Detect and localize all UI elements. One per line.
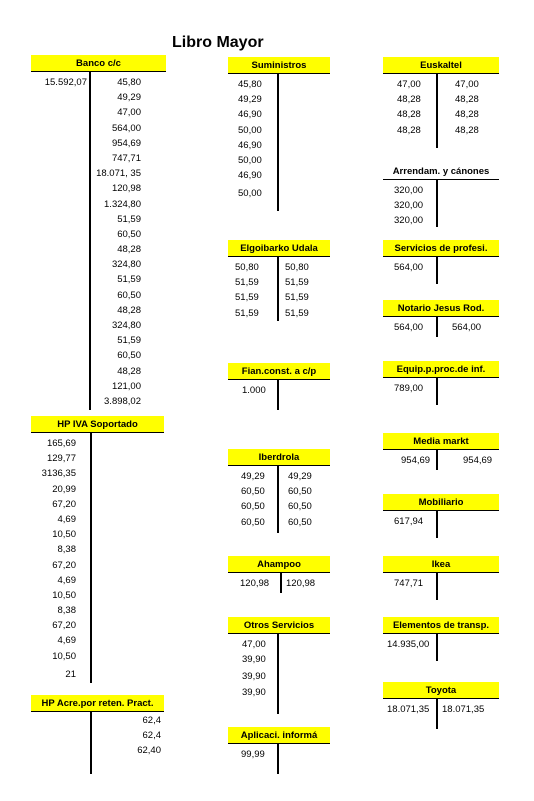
debit-entry: 4,69 <box>57 513 76 525</box>
credit-entry: 60,50 <box>117 228 141 240</box>
t-divider <box>436 699 438 729</box>
debit-entry: 320,00 <box>394 185 424 196</box>
credit-entry: 60,50 <box>288 501 312 513</box>
debit-entry: 51,59 <box>235 307 259 319</box>
credit-entry: 48,28 <box>455 109 479 121</box>
credit-entry: 45,80 <box>117 77 141 88</box>
credit-entry: 564,00 <box>452 322 482 333</box>
credit-entry: 954,69 <box>111 137 141 149</box>
t-account-otros-servicios <box>228 617 330 715</box>
t-divider <box>277 634 279 714</box>
account-header: Servicios de profesi. <box>383 240 499 257</box>
account-header: Fian.const. a c/p <box>228 363 330 380</box>
debit-entry: 60,50 <box>241 486 265 498</box>
credit-entry: 954,69 <box>463 455 493 466</box>
page-title: Libro Mayor <box>172 34 264 51</box>
credit-entry: 1.324,80 <box>104 198 141 210</box>
credit-entry: 62,4 <box>142 715 161 726</box>
credit-entry: 18.071,35 <box>442 704 485 715</box>
debit-entry: 51,59 <box>235 277 259 289</box>
t-account-iberdrola <box>228 449 330 534</box>
credit-entry: 60,50 <box>288 486 312 498</box>
t-divider <box>436 74 438 148</box>
debit-entry: 48,28 <box>397 124 421 136</box>
debit-entry: 617,94 <box>394 516 424 527</box>
debit-entry: 99,99 <box>241 749 265 760</box>
debit-entry: 67,20 <box>52 620 76 632</box>
t-account-elgoibarko-udala <box>228 240 330 322</box>
t-divider <box>280 573 282 593</box>
account-header: Toyota <box>383 682 499 699</box>
debit-entry: 48,28 <box>397 94 421 106</box>
debit-entry: 564,00 <box>394 262 424 273</box>
credit-entry: 48,28 <box>117 244 141 256</box>
t-account-hp-iva-soportado <box>31 416 164 684</box>
credit-entry: 47,00 <box>117 107 141 119</box>
t-account-equip-proc <box>383 361 499 406</box>
debit-entry: 14.935,00 <box>387 639 430 650</box>
debit-entry: 165,69 <box>46 438 76 449</box>
debit-entry: 46,90 <box>238 139 262 151</box>
debit-entry: 18.071,35 <box>387 704 430 715</box>
debit-entry: 45,80 <box>238 79 262 90</box>
account-header: Euskaltel <box>383 57 499 74</box>
debit-entry: 67,20 <box>52 498 76 510</box>
t-divider <box>277 257 279 321</box>
t-divider <box>436 180 438 227</box>
t-account-arrendam <box>383 163 499 228</box>
debit-entry: 50,00 <box>238 124 262 136</box>
debit-entry: 1.000 <box>242 385 266 396</box>
account-header: Banco c/c <box>31 55 166 72</box>
debit-entry: 39,90 <box>242 654 266 666</box>
account-header: Aplicaci. informá <box>228 727 330 744</box>
credit-entry: 48,28 <box>117 304 141 316</box>
credit-entry: 49,29 <box>117 92 141 104</box>
debit-entry: 10,50 <box>52 529 76 541</box>
debit-entry: 39,90 <box>242 671 266 683</box>
account-header: HP Acre.por reten. Pract. <box>31 695 164 712</box>
debit-entry: 564,00 <box>394 322 424 333</box>
debit-entry: 8,38 <box>57 605 76 617</box>
credit-entry: 564,00 <box>111 122 141 134</box>
debit-entry: 50,00 <box>238 188 262 200</box>
credit-entry: 62,4 <box>142 730 161 742</box>
credit-entry: 51,59 <box>285 307 309 319</box>
credit-entry: 60,50 <box>288 516 312 528</box>
t-account-notario <box>383 300 499 338</box>
credit-entry: 47,00 <box>455 79 479 90</box>
credit-entry: 48,28 <box>117 365 141 377</box>
credit-entry: 121,00 <box>111 380 141 392</box>
debit-entry: 8,38 <box>57 544 76 556</box>
debit-entry: 67,20 <box>52 559 76 571</box>
t-divider <box>436 257 438 284</box>
credit-entry: 48,28 <box>455 124 479 136</box>
debit-entry: 47,00 <box>397 79 421 90</box>
account-header: Mobiliario <box>383 494 499 511</box>
debit-entry: 15.592,07 <box>44 77 87 88</box>
account-header: Elgoibarko Udala <box>228 240 330 257</box>
credit-entry: 48,28 <box>455 94 479 106</box>
credit-entry: 60,50 <box>117 350 141 362</box>
credit-entry: 62,40 <box>137 745 161 757</box>
t-account-servicios-profesionales <box>383 240 499 285</box>
t-account-ahampoo <box>228 556 330 594</box>
account-header: Ikea <box>383 556 499 573</box>
t-divider <box>436 317 438 337</box>
credit-entry: 120,98 <box>111 183 141 195</box>
debit-entry: 60,50 <box>241 501 265 513</box>
account-header: Suministros <box>228 57 330 74</box>
t-account-mobiliario <box>383 494 499 539</box>
account-header: Elementos de transp. <box>383 617 499 634</box>
account-header: Ahampoo <box>228 556 330 573</box>
debit-entry: 3136,35 <box>41 468 76 480</box>
account-header: Notario Jesus Rod. <box>383 300 499 317</box>
credit-entry: 747,71 <box>111 152 141 164</box>
debit-entry: 10,50 <box>52 589 76 601</box>
debit-entry: 320,00 <box>394 215 424 227</box>
debit-entry: 789,00 <box>394 383 424 394</box>
debit-entry: 46,90 <box>238 109 262 121</box>
credit-entry: 324,80 <box>111 320 141 331</box>
credit-entry: 51,59 <box>285 277 309 289</box>
debit-entry: 954,69 <box>401 455 431 466</box>
t-divider <box>436 450 438 470</box>
account-header: Otros Servicios <box>228 617 330 634</box>
credit-entry: 51,59 <box>117 274 141 286</box>
credit-entry: 18.071, 35 <box>96 168 141 180</box>
debit-entry: 120,98 <box>240 578 270 589</box>
debit-entry: 4,69 <box>57 574 76 586</box>
debit-entry: 49,29 <box>238 94 262 106</box>
t-divider <box>436 634 438 661</box>
t-account-euskaltel <box>383 57 499 149</box>
t-divider <box>436 378 438 405</box>
t-account-media-markt <box>383 433 499 471</box>
credit-entry: 50,80 <box>285 262 309 273</box>
debit-entry: 20,99 <box>52 483 76 495</box>
t-account-suministros <box>228 57 330 212</box>
t-divider <box>436 511 438 538</box>
debit-entry: 320,00 <box>394 200 424 212</box>
debit-entry: 49,29 <box>241 471 265 482</box>
credit-entry: 60,50 <box>117 289 141 301</box>
t-divider <box>277 380 279 410</box>
t-account-aplicaci-informa <box>228 727 330 775</box>
account-header: HP IVA Soportado <box>31 416 164 433</box>
credit-entry: 324,80 <box>111 259 141 271</box>
t-account-banco <box>31 55 166 410</box>
t-account-toyota <box>383 682 499 730</box>
debit-entry: 48,28 <box>397 109 421 121</box>
credit-entry: 51,59 <box>285 292 309 304</box>
debit-entry: 50,00 <box>238 154 262 166</box>
debit-entry: 129,77 <box>46 453 76 465</box>
account-header: Arrendam. y cánones <box>383 163 499 180</box>
t-account-elementos-transporte <box>383 617 499 662</box>
debit-entry: 39,90 <box>242 686 266 698</box>
t-account-fian-const <box>228 363 330 411</box>
account-header: Equip.p.proc.de inf. <box>383 361 499 378</box>
t-account-ikea <box>383 556 499 601</box>
t-divider <box>436 573 438 600</box>
t-divider <box>277 744 279 774</box>
debit-entry: 4,69 <box>57 635 76 647</box>
debit-entry: 21 <box>65 668 76 680</box>
t-divider <box>277 466 279 533</box>
credit-entry: 49,29 <box>288 471 312 482</box>
debit-entry: 60,50 <box>241 516 265 528</box>
t-account-hp-acre <box>31 695 164 775</box>
debit-entry: 46,90 <box>238 170 262 182</box>
account-header: Iberdrola <box>228 449 330 466</box>
debit-entry: 747,71 <box>394 578 424 589</box>
debit-entry: 47,00 <box>242 639 266 650</box>
account-header: Media markt <box>383 433 499 450</box>
debit-entry: 51,59 <box>235 292 259 304</box>
credit-entry: 51,59 <box>117 213 141 225</box>
debit-entry: 10,50 <box>52 650 76 662</box>
t-divider <box>90 433 92 683</box>
credit-entry: 3.898,02 <box>104 395 141 407</box>
credit-entry: 120,98 <box>286 578 316 589</box>
debit-entry: 50,80 <box>235 262 259 273</box>
credit-entry: 51,59 <box>117 335 141 347</box>
